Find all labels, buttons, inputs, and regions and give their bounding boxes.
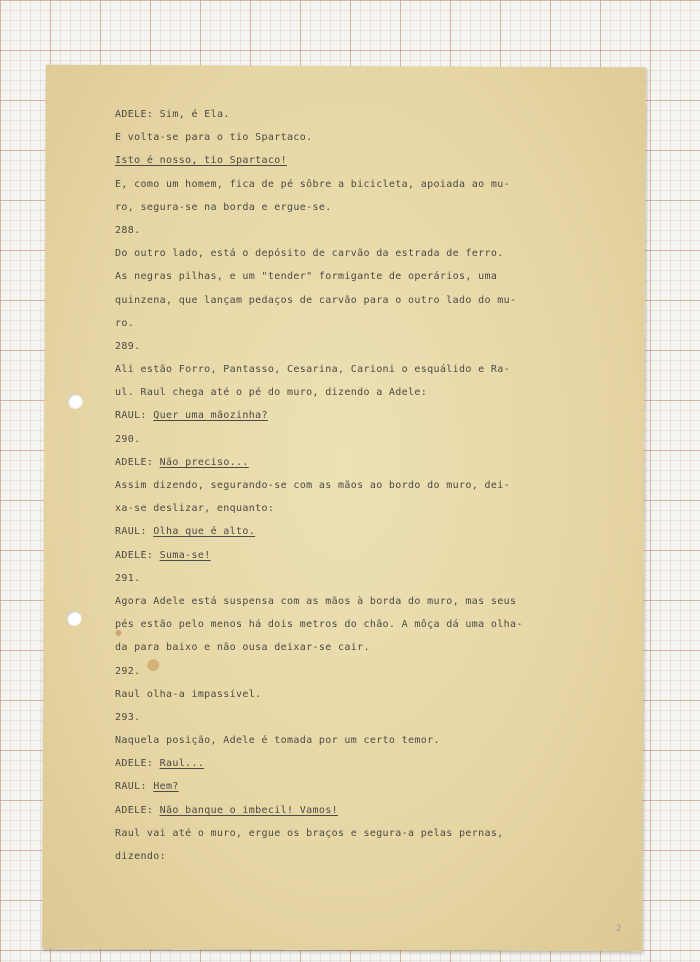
line-text: E, como um homem, fica de pé sôbre a bicicleta, apoiada ao mu- [115,178,510,190]
line-text: As negras pilhas, e um "tender" formigante de operários, uma [115,271,498,283]
dialogue-text: Não banque o imbecil! Vamos! [159,804,338,816]
dialogue-text: Olha que é alto. [153,526,256,538]
speaker-label: RAUL: [115,781,147,793]
script-line [115,149,535,172]
line-text: ro. [115,317,135,329]
line-text: ul. Raul chega até o pé do muro, dizendo a Adele: [115,387,428,399]
script-line [115,613,535,636]
script-line [115,845,535,868]
script-line [115,451,535,474]
script-line [115,289,535,312]
script-line [115,219,535,242]
speaker-label: ADELE: [115,456,154,468]
script-line [115,636,535,659]
line-text: pés estão pelo menos há dois metros do chão. A môça dá uma olha- [115,619,523,631]
line-text: Raul vai até o muro, ergue os braços e segura-a pelas pernas, [115,827,504,839]
script-text-block [115,103,535,868]
script-line [115,103,535,126]
line-text: da para baixo e não ousa deixar-se cair. [115,642,370,654]
script-line [115,474,535,497]
line-text: 291. [115,572,141,584]
speaker-label: RAUL: [115,526,147,538]
script-line [115,358,535,381]
script-line [115,706,535,729]
line-text: Assim dizendo, segurando-se com as mãos ao bordo do muro, dei- [115,480,510,491]
script-line [115,196,535,219]
script-line [115,683,535,706]
line-text: 293. [115,711,141,723]
script-line [115,404,535,427]
script-line [115,335,535,358]
line-text: Ali estão Forro, Pantasso, Cesarina, Carioni o esquálido e Ra- [115,364,510,376]
script-line [115,544,535,567]
script-line [115,126,535,149]
script-line [115,242,535,265]
line-text: 288. [115,224,141,236]
script-line [115,799,535,822]
line-text: ro, segura-se na borda e ergue-se. [115,201,332,213]
script-line [115,729,535,752]
page-corner-mark: 2 [616,924,622,934]
script-line [115,428,535,451]
line-text: dizendo: [115,851,166,862]
dialogue-text: Raul... [159,758,205,770]
script-line [115,520,535,543]
line-text: Sim, é Ela. [159,109,230,120]
line-text: Raul olha-a impassível. [115,688,262,700]
line-text: 289. [115,340,141,352]
dialogue-text: Não preciso... [159,456,249,468]
dialogue-text: Suma-se! [159,549,211,561]
line-text: E volta-se para o tio Spartaco. [115,132,313,144]
script-line [115,752,535,775]
dialogue-text: Hem? [153,781,179,793]
dialogue-text: Isto é nosso, tio Spartaco! [115,155,288,167]
dialogue-text: Quer uma mãozinha? [153,410,268,422]
script-line [115,265,535,288]
speaker-label: ADELE: [115,804,154,816]
script-line [115,590,535,613]
script-line [115,173,535,196]
punch-hole-bottom [66,611,81,626]
line-text: Naquela posição, Adele é tomada por um certo temor. [115,735,440,747]
line-text: Agora Adele está suspensa com as mãos à borda do muro, mas seus [115,595,517,607]
script-line [115,381,535,404]
script-line [115,312,535,335]
script-line [115,497,535,520]
script-line [115,822,535,845]
line-text: Do outro lado, está o depósito de carvão da estrada de ferro. [115,248,504,260]
speaker-label: ADELE: [115,549,154,561]
script-line [115,775,535,798]
line-text: xa-se deslizar, enquanto: [115,503,275,515]
line-text: quinzena, que lançam pedaços de carvão para o outro lado do mu- [115,294,517,306]
speaker-label: RAUL: [115,410,147,422]
punch-hole-top [67,394,82,409]
speaker-label: ADELE: [115,758,154,770]
line-text: 292. [115,665,141,677]
script-line [115,660,535,683]
speaker-label: ADELE: [115,109,154,120]
script-line [115,567,535,590]
line-text: 290. [115,433,141,445]
